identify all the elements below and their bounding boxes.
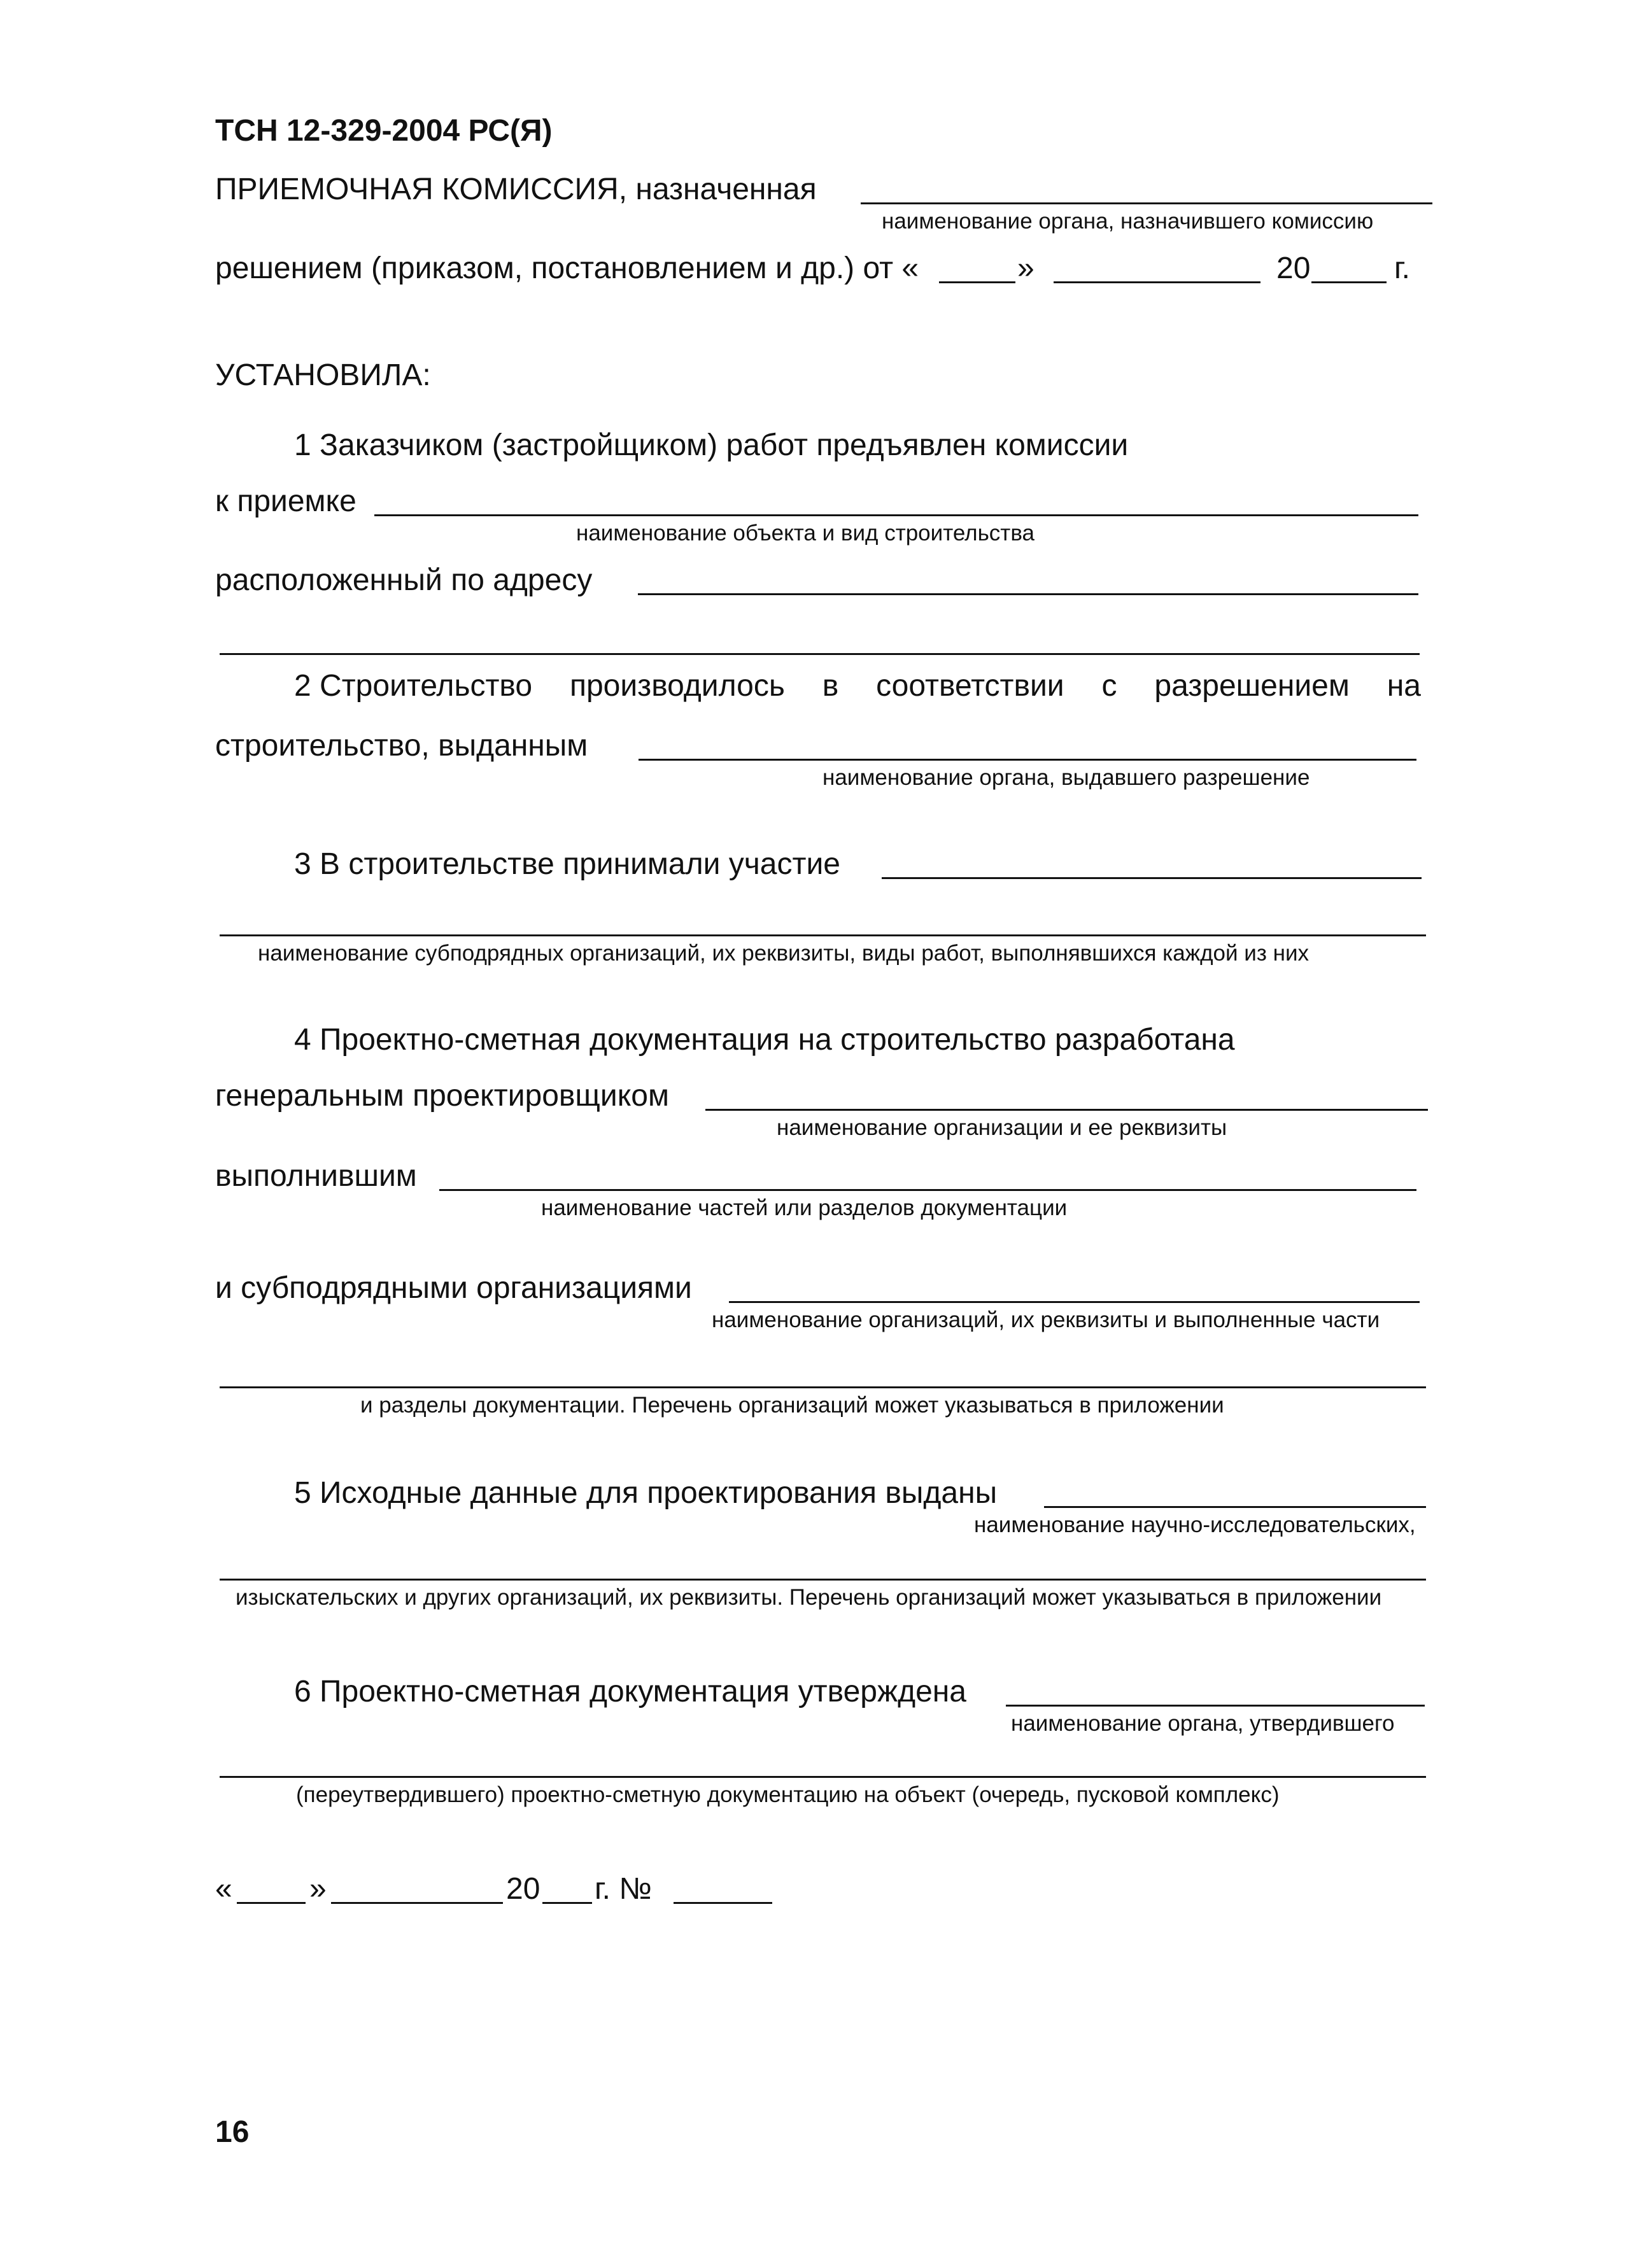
item-5-text: 5 Исходные данные для проектирования выданы (294, 1476, 998, 1510)
decision-day-field[interactable] (939, 281, 1015, 283)
date-quote-close: » (309, 1872, 327, 1906)
item-2-text (294, 668, 1421, 704)
date-quote-open: « (215, 1872, 232, 1906)
item-2-word: 2 Строительство (294, 669, 533, 703)
decision-month-field[interactable] (1054, 281, 1260, 283)
established-heading: УСТАНОВИЛА: (215, 358, 431, 392)
item-2-word: на (1387, 669, 1421, 703)
general-designer-field[interactable] (705, 1109, 1428, 1111)
date-month-field[interactable] (331, 1902, 503, 1904)
item-4-text: 4 Проектно-сметная документация на строительство разработана (294, 1023, 1235, 1057)
subcontractors-field-continued[interactable] (220, 1386, 1426, 1388)
commission-label: ПРИЕМОЧНАЯ КОМИССИЯ, назначенная (215, 173, 817, 206)
decision-year-prefix: 20 (1276, 251, 1311, 285)
caption-approval-1: наименование органа, утвердившего (1011, 1711, 1395, 1736)
decision-year-suffix: г. (1394, 251, 1410, 285)
commission-authority-field[interactable] (861, 202, 1432, 204)
approval-authority-field[interactable] (1006, 1705, 1425, 1707)
address-field-continued[interactable] (220, 653, 1420, 655)
participants-field[interactable] (882, 877, 1422, 879)
source-data-field-continued[interactable] (220, 1579, 1426, 1581)
item-2-word: соответствии (876, 669, 1064, 703)
item-2-word: разрешением (1154, 669, 1350, 703)
item-1-text: 1 Заказчиком (застройщиком) работ предъявлен комиссии (294, 428, 1129, 462)
caption-object: наименование объекта и вид строительства (576, 521, 1034, 546)
decision-year-field[interactable] (1311, 281, 1387, 283)
item-3-text: 3 В строительстве принимали участие (294, 847, 840, 881)
caption-authority: наименование органа, назначившего комиссию (882, 209, 1374, 234)
item-2-word: с (1101, 669, 1117, 703)
source-data-field[interactable] (1044, 1506, 1426, 1508)
date-year-number-label: г. № (595, 1872, 652, 1906)
item-4-general-designer-label: генеральным проектировщиком (215, 1079, 669, 1113)
object-name-field[interactable] (374, 514, 1418, 516)
documentation-parts-field[interactable] (439, 1189, 1416, 1191)
document-code: ТСН 12-329-2004 РС(Я) (215, 114, 553, 148)
item-1-to-accept: к приемке (215, 484, 357, 518)
item-2-word: производилось (569, 669, 785, 703)
caption-subcontractors-1: наименование организаций, их реквизиты и выполненные части (712, 1307, 1380, 1332)
caption-participants: наименование субподрядных организаций, их реквизиты, виды работ, выполнявшихся каждой из них (258, 941, 1309, 966)
caption-source-data-1: наименование научно-исследовательских, (974, 1512, 1416, 1537)
decision-quote-close: » (1017, 251, 1034, 285)
caption-permit: наименование органа, выдавшего разрешение (823, 765, 1310, 790)
caption-parts: наименование частей или разделов документации (541, 1195, 1068, 1220)
date-year-field[interactable] (542, 1902, 592, 1904)
participants-field-continued[interactable] (220, 934, 1426, 936)
subcontractors-field[interactable] (729, 1301, 1420, 1303)
approval-authority-field-continued[interactable] (220, 1776, 1426, 1778)
decision-label: решением (приказом, постановлением и др.) от « (215, 251, 919, 285)
item-6-text: 6 Проектно-сметная документация утверждена (294, 1675, 966, 1708)
date-day-field[interactable] (237, 1902, 306, 1904)
item-4-performed-label: выполнившим (215, 1159, 417, 1193)
page-number: 16 (215, 2115, 250, 2149)
item-2-issued-label: строительство, выданным (215, 729, 588, 763)
date-year-prefix: 20 (506, 1872, 540, 1906)
item-2-word: в (822, 669, 839, 703)
permit-authority-field[interactable] (639, 759, 1416, 761)
caption-approval-2: (переутвердившего) проектно-сметную документацию на объект (очередь, пусковой комплекс) (296, 1782, 1280, 1807)
item-4-subcontractors-label: и субподрядными организациями (215, 1271, 692, 1305)
caption-subcontractors-2: и разделы документации. Перечень организаций может указываться в приложении (360, 1393, 1224, 1418)
caption-designer: наименование организации и ее реквизиты (777, 1115, 1227, 1140)
document-number-field[interactable] (674, 1902, 772, 1904)
caption-source-data-2: изыскательских и других организаций, их реквизиты. Перечень организаций может указываться в приложении (236, 1585, 1382, 1610)
address-field[interactable] (638, 593, 1418, 595)
item-1-address-label: расположенный по адресу (215, 563, 593, 597)
